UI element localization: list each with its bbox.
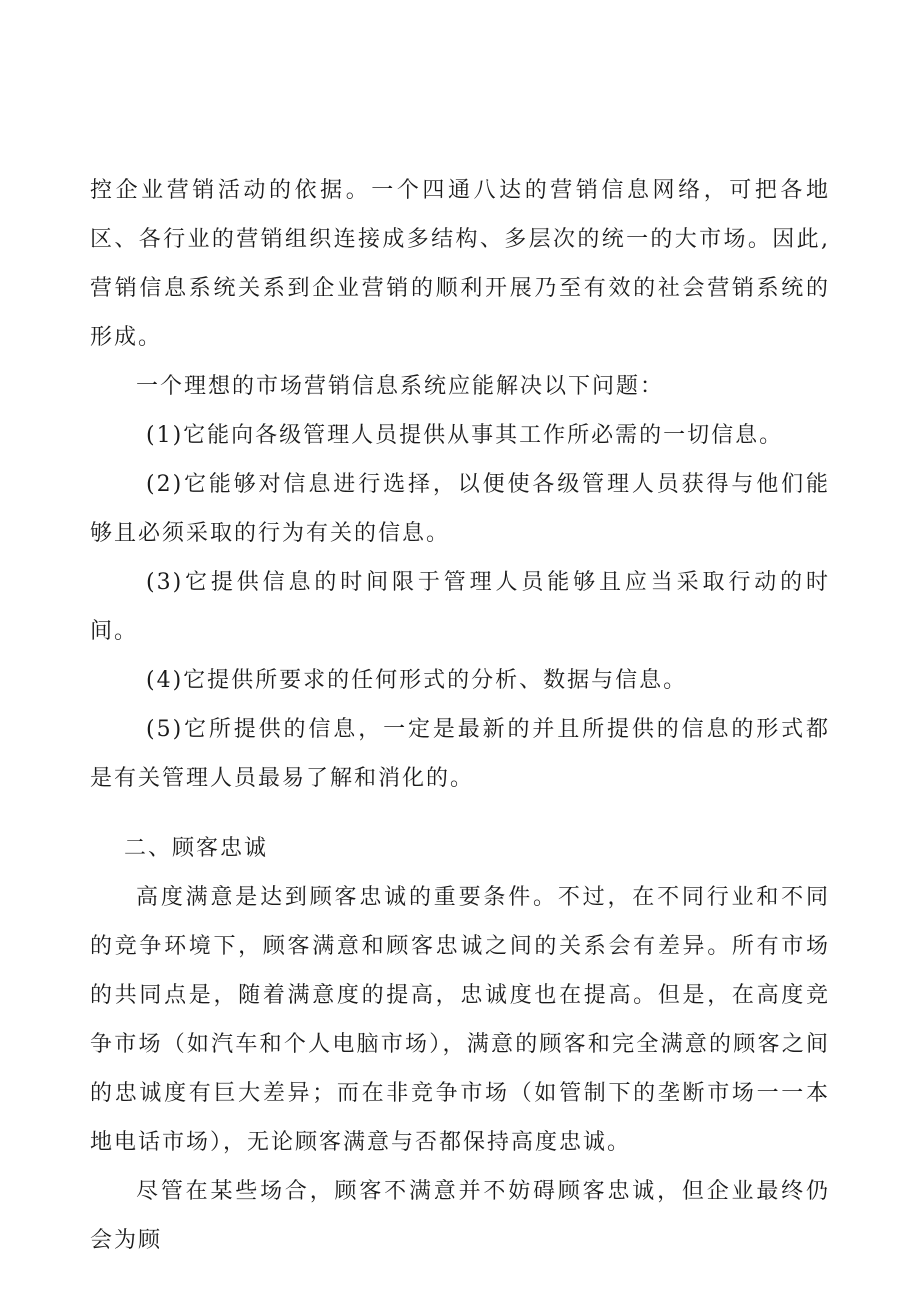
document-body — [90, 166, 830, 1265]
list-item-3: (3)它提供信息的时间限于管理人员能够且应当采取行动的时间。 — [90, 570, 830, 644]
section-heading: 二、顾客忠诚 — [124, 836, 269, 861]
paragraph-final: 尽管在某些场合，顾客不满意并不妨碍顾客忠诚，但企业最终仍会为顾 — [90, 1179, 830, 1253]
list-item-2: (2)它能够对信息进行选择，以便使各级管理人员获得与他们能够且必须采取的行为有关的信息。 — [90, 472, 830, 546]
list-item-5: (5)它所提供的信息，一定是最新的并且所提供的信息的形式都是有关管理人员最易了解和消化的。 — [90, 717, 830, 791]
paragraph-continuation: 控企业营销活动的依据。一个四通八达的营销信息网络，可把各地区、各行业的营销组织连接成多结构、多层次的统一的大市场。因此,营销信息系统关系到企业营销的顺利开展乃至有效的社会营销系统的形成。 — [90, 178, 830, 350]
list-item-4: (4)它提供所要求的任何形式的分析、数据与信息。 — [146, 668, 688, 693]
paragraph-intro: 一个理想的市场营销信息系统应能解决以下问题： — [136, 374, 665, 399]
paragraph-satisfaction: 高度满意是达到顾客忠诚的重要条件。不过，在不同行业和不同的竞争环境下，顾客满意和顾客忠诚之间的关系会有差异。所有市场的共同点是，随着满意度的提高，忠诚度也在提高。但是，在高度竞争市场（如汽车和个人电脑市场），满意的顾客和完全满意的顾客之间的忠诚度有巨大差异；而在非竞争市场（如管制下的垄断市场一一本地电话市场），无论顾客满意与否都保持高度忠诚。 — [90, 885, 830, 1155]
list-item-1: (1)它能向各级管理人员提供从事其工作所必需的一切信息。 — [146, 423, 784, 448]
